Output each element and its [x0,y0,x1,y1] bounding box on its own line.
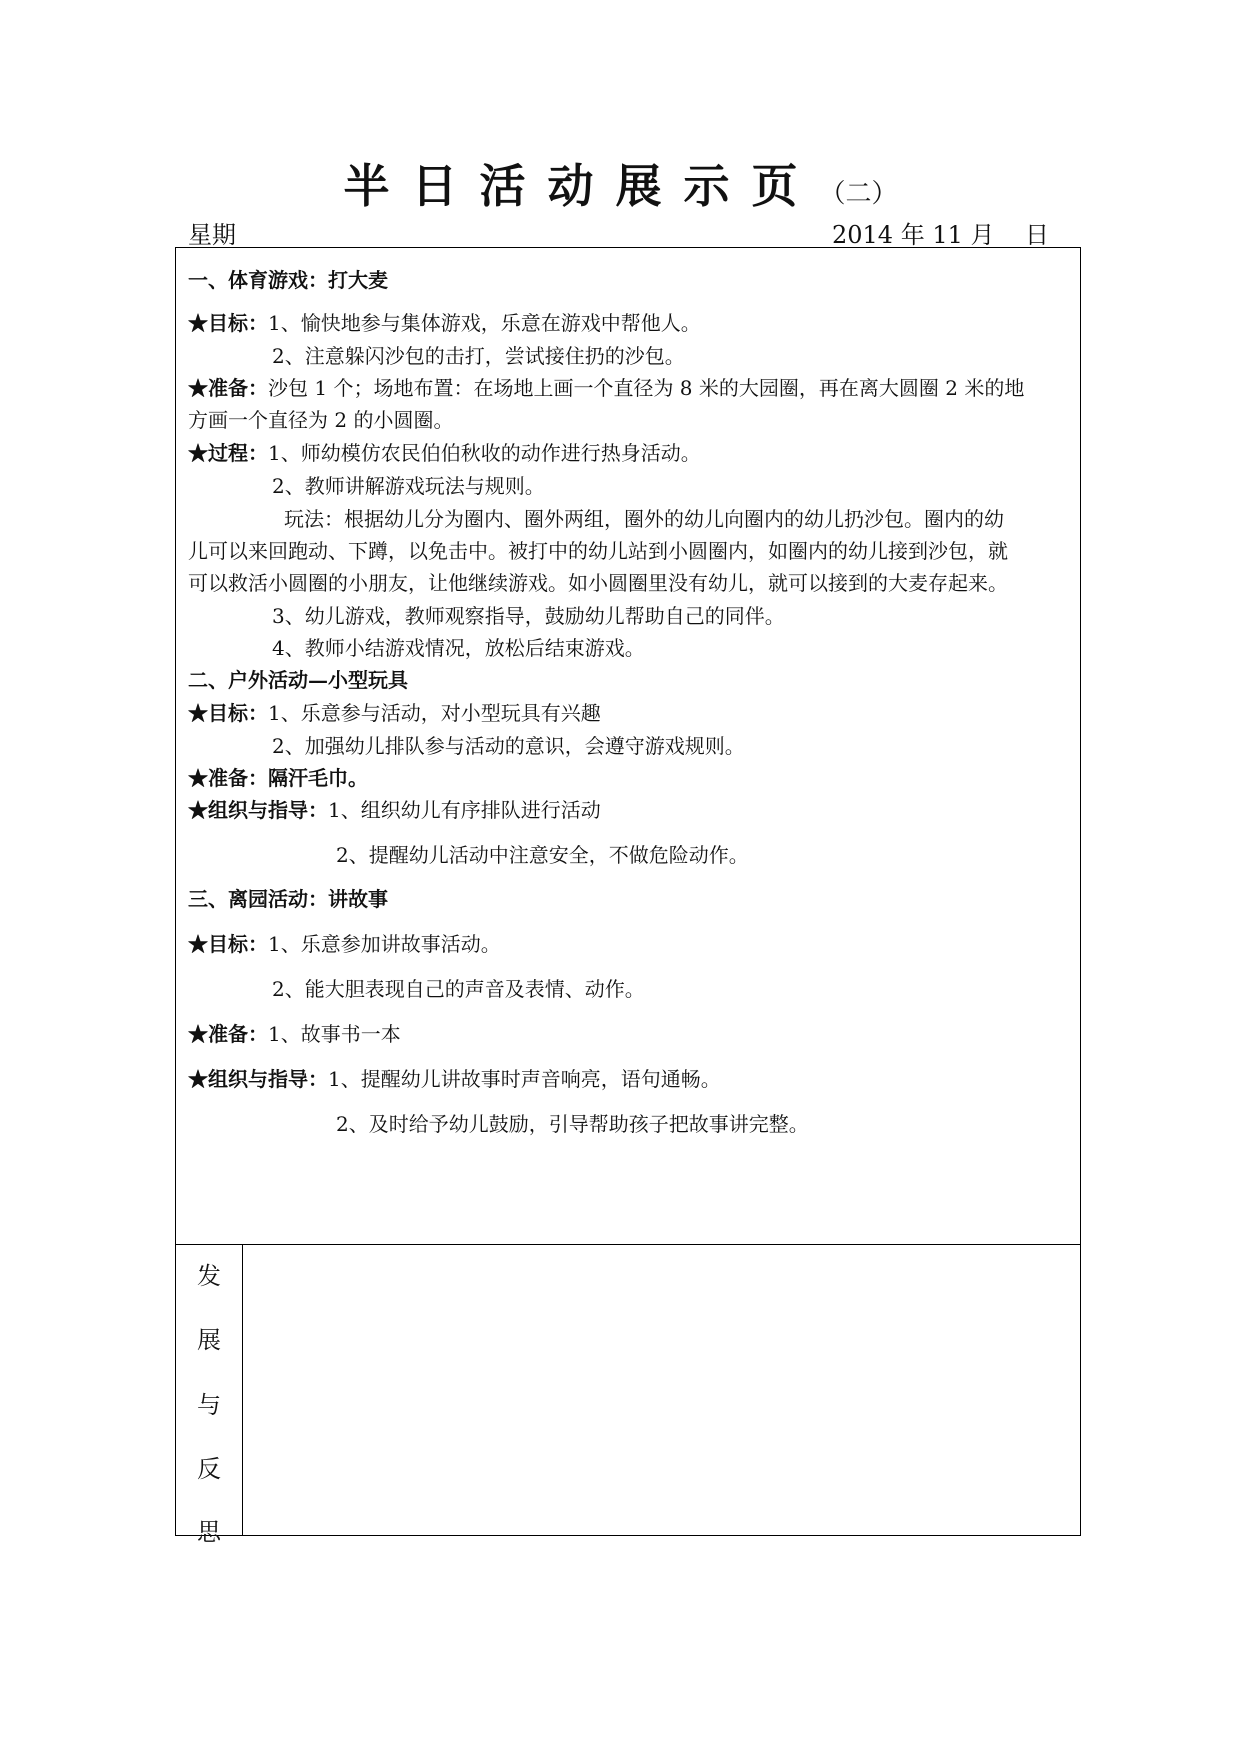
reflection-char-4: 反 [197,1455,221,1483]
reflection-char-3: 与 [197,1391,221,1419]
s1-process-label: ★过程： [188,441,268,465]
s1-goal-line-2: 2、注意躲闪沙包的击打，尝试接住扔的沙包。 [272,344,685,368]
s1-prep-label: ★准备： [188,376,268,400]
s2-org-line-1: ★组织与指导：1、组织幼儿有序排队进行活动 [188,798,601,822]
s3-org-line-2: 2、及时给予幼儿鼓励，引导帮助孩子把故事讲完整。 [336,1112,809,1136]
s2-goal-line-2: 2、加强幼儿排队参与活动的意识，会遵守游戏规则。 [272,734,745,758]
page-title: 半日活动展示页（二） [343,159,898,213]
s2-goal-label: ★目标： [188,701,268,725]
reflection-char-1: 发 [197,1262,221,1290]
s1-prep-line-2: 方画一个直径为 2 的小圆圈。 [188,408,454,432]
s3-prep-label: ★准备： [188,1022,268,1046]
s3-goal-line-1: ★目标：1、乐意参加讲故事活动。 [188,932,501,956]
reflection-column-divider [242,1244,243,1535]
section-2-heading: 二、户外活动—小型玩具 [188,668,408,692]
section-1-heading: 一、体育游戏：打大麦 [188,268,388,292]
s3-org-label: ★组织与指导： [188,1067,328,1091]
reflection-label-column [176,1244,242,1546]
s3-prep-line: ★准备：1、故事书一本 [188,1022,401,1046]
title-suffix: （二） [819,179,898,209]
reflection-char-5: 思 [197,1518,221,1546]
section-3-heading: 三、离园活动：讲故事 [188,887,388,911]
s2-org-line-2: 2、提醒幼儿活动中注意安全，不做危险动作。 [336,843,749,867]
s1-play-line-3: 可以救活小圆圈的小朋友，让他继续游戏。如小圆圈里没有幼儿，就可以接到的大麦存起来。 [188,571,1008,595]
date-label: 2014 年 11 月 日 [832,221,1050,249]
s3-org-line-1: ★组织与指导：1、提醒幼儿讲故事时声音响亮，语句通畅。 [188,1067,721,1091]
s1-process-line-2: 2、教师讲解游戏玩法与规则。 [272,474,545,498]
s1-goal-line-1: ★目标：1、愉快地参与集体游戏，乐意在游戏中帮他人。 [188,311,701,335]
s1-play-line-1: 玩法：根据幼儿分为圈内、圈外两组，圈外的幼儿向圈内的幼儿扔沙包。圈内的幼 [284,507,1004,531]
s1-process-line-3: 3、幼儿游戏，教师观察指导，鼓励幼儿帮助自己的同伴。 [272,604,785,628]
s2-goal-line-1: ★目标：1、乐意参与活动，对小型玩具有兴趣 [188,701,601,725]
s1-prep-line-1: ★准备：沙包 1 个；场地布置：在场地上画一个直径为 8 米的大园圈，再在离大圆圈 2 米的地 [188,376,1025,400]
reflection-divider [176,1244,1080,1245]
s1-process-line-4: 4、教师小结游戏情况，放松后结束游戏。 [272,636,645,660]
s1-goal-label: ★目标： [188,311,268,335]
activity-table [175,247,1081,1546]
reflection-char-2: 展 [197,1326,221,1354]
s2-org-label: ★组织与指导： [188,798,328,822]
s2-prep: ★准备：隔汗毛巾。 [188,766,368,790]
s3-goal-line-2: 2、能大胆表现自己的声音及表情、动作。 [272,977,645,1001]
s1-process-line-1: ★过程：1、师幼模仿农民伯伯秋收的动作进行热身活动。 [188,441,701,465]
s1-play-line-2: 儿可以来回跑动、下蹲，以免击中。被打中的幼儿站到小圆圈内，如圈内的幼儿接到沙包，就 [188,539,1008,563]
s3-goal-label: ★目标： [188,932,268,956]
weekday-label: 星期 [188,221,236,249]
